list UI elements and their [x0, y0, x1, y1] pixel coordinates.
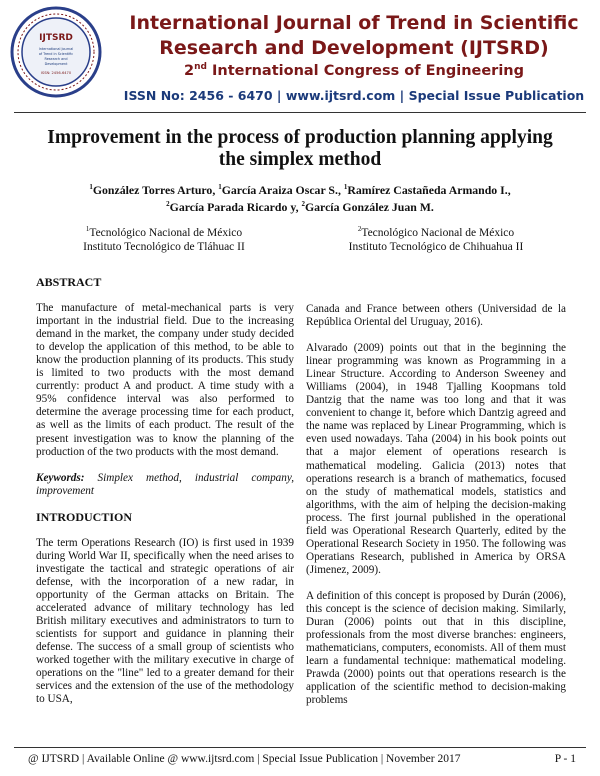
- author-sup: 1: [89, 183, 93, 191]
- keywords: [36, 472, 294, 498]
- page-number: P - 1: [554, 753, 576, 765]
- author-sup: 2: [166, 199, 170, 208]
- affiliation-sup: 1: [85, 225, 90, 233]
- affiliation-org: Tecnológico Nacional de México: [89, 226, 243, 239]
- paper-title: [30, 127, 570, 171]
- congress-title: [118, 62, 590, 79]
- logo-issn: ISSN: 2456-6470: [40, 71, 72, 75]
- affiliation-1: [34, 222, 294, 254]
- paper-title-line1: Improvement in the process of production planning applying: [47, 127, 553, 148]
- author-list: [30, 180, 570, 214]
- authors-line1: [30, 180, 570, 197]
- authors-line2: [30, 197, 570, 214]
- svg-text:Research and: Research and: [44, 57, 68, 61]
- left-column: [36, 276, 294, 719]
- header-divider: [14, 112, 586, 113]
- introduction-heading: INTRODUCTION: [36, 509, 133, 524]
- author-sup: 2: [301, 199, 305, 208]
- journal-banner: [0, 0, 600, 114]
- introduction-text: The term Operations Research (IO) is first used in 1939 during World War II, specifically when the need arises to investigate the tactical and strategic operations of air defense, with the incorporation of a new radar, in opportunity of the German attacks on Britain. The accelerated advance of military technology has led British military executives and administrators to turn to scientists for support and guidance in planning their defense. The success of a small group of scientists who worked together with the military executive in charge of operations on the "line" led to a greater demand for their services and the extension of the use of the methodology to USA,: [36, 536, 294, 706]
- svg-text:International Journal: International Journal: [38, 47, 74, 51]
- affiliation-institute: Instituto Tecnológico de Chihuahua II: [348, 240, 524, 253]
- author-name: García González Juan M.: [304, 199, 434, 214]
- author-sup: 1: [343, 183, 348, 191]
- svg-text:Development: Development: [44, 62, 68, 66]
- abstract-heading: ABSTRACT: [36, 275, 102, 289]
- author-name: García Araiza Oscar S.,: [221, 182, 344, 197]
- journal-title-line2: Research and Development (IJTSRD): [159, 37, 549, 59]
- affiliation-institute: Instituto Tecnológico de Tláhuac II: [83, 240, 245, 253]
- abstract-text: The manufacture of metal-mechanical parts is very important in the industrial field. Due to the increasing demand in the market, the company under study decided to develop the application of this method, to be able to know the production planning of its products. This study is limited to two products with the most demand currently: product A and product. A time study with a 95% confidence interval was also performed to determine the average processing time for each product, as well as the limits of each product. The result of the present investigation was to know the planning of the production of the two products with the most demand.: [36, 302, 294, 458]
- congress-suffix: nd: [194, 62, 207, 72]
- author-name: Ramírez Castañeda Armando I.,: [347, 182, 511, 197]
- right-column: [306, 303, 566, 720]
- paper-title-line2: the simplex method: [218, 149, 382, 170]
- right-paragraph-2: Alvarado (2009) points out that in the beginning the linear programming was known as Programming in a Linear Structure. According to Anderson Sweeney and Williams (2004), in 1948 Tjalling Koopmans told Dantzig that the name was too long and that it was convenient to change it, before which Dantzig agreed and the name was replaced by Linear Programming, which is even used nowadays. Taha (2004) in his book points out that a major element of operations research is mathematical modeling. Galicia (2013) notes that operations research is a branch of mathematics, focused on the study of mathematical models, statistics and algorithms, with the aim of helping the decision-making process. The first journal published in the operational field was Operational Research Quarterly, edited by the Operational Research Society in 1950. The following was Operatians Research, published in America by ORSA (Jimenez, 2009).: [306, 342, 566, 576]
- author-sup: 1: [218, 183, 222, 191]
- footer-citation: @ IJTSRD | Available Online @ www.ijtsrd.com | Special Issue Publication | November 2017: [28, 753, 461, 765]
- keywords-text: Simplex method, industrial company, improvement: [36, 471, 294, 497]
- congress-number: 2: [183, 62, 195, 79]
- keywords-label: Keywords:: [36, 471, 85, 484]
- footer-divider: [14, 747, 586, 748]
- affiliation-org: Tecnológico Nacional de México: [361, 226, 515, 239]
- right-paragraph-1: Canada and France between others (Universidad de la República Oriental del Uruguay, 2016).: [306, 303, 566, 329]
- affiliation-2: [306, 222, 566, 254]
- journal-logo-icon: [10, 6, 102, 98]
- issn-line: ISSN No: 2456 - 6470 | www.ijtsrd.com | Special Issue Publication: [123, 88, 585, 103]
- author-name: García Parada Ricardo y,: [169, 199, 302, 214]
- logo-text: IJTSRD: [39, 33, 73, 43]
- author-name: González Torres Arturo,: [92, 182, 219, 197]
- journal-title-line1: International Journal of Trend in Scientific: [129, 12, 579, 34]
- svg-text:of Trend in Scientific: of Trend in Scientific: [38, 52, 74, 56]
- congress-rest: International Congress of Engineering: [206, 62, 525, 79]
- affiliation-sup: 2: [357, 225, 362, 233]
- right-paragraph-3: A definition of this concept is proposed by Durán (2006), this concept is the science of decision making. Similarly, Duran (2006) points out that in this discipline, professionals from the most diverse branches: engineers, mathematicians, computers, economists. All of them must learn a fundamental technique: mathematical modeling. Prawda (2000) points out that operations research is the application of the scientific method to decision-making problems: [306, 589, 566, 707]
